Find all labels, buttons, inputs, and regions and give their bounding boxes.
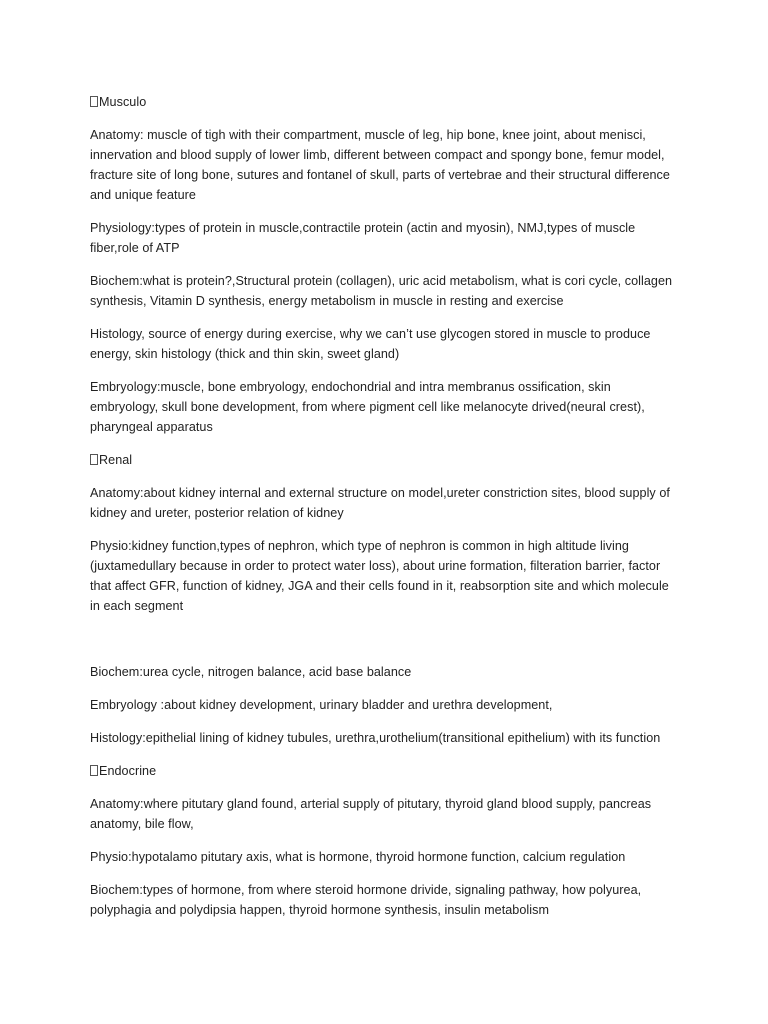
section-heading-renal: Renal (90, 450, 680, 470)
missing-glyph-icon (90, 96, 98, 107)
section-heading-musculo: Musculo (90, 92, 680, 112)
renal-embryology: Embryology :about kidney development, urinary bladder and urethra development, (90, 698, 553, 712)
renal-histology: Histology:epithelial lining of kidney tubules, urethra,urothelium(transitional epithelium) with its function (90, 731, 661, 745)
renal-biochem: Biochem:urea cycle, nitrogen balance, acid base balance (90, 665, 412, 679)
section-heading-endocrine: Endocrine (90, 761, 680, 781)
musculo-biochem: Biochem:what is protein?,Structural protein (collagen), uric acid metabolism, what is cori cycle, collagen synthesis, Vitamin D synthesis, energy metabolism in muscle in resting and exercise (90, 274, 673, 308)
endocrine-biochem: Biochem:types of hormone, from where steroid hormone drivide, signaling pathway, how polyurea, polyphagia and polydipsia happen, thyroid hormone synthesis, insulin metabolism (90, 883, 642, 917)
endocrine-anatomy: Anatomy:where pitutary gland found, arterial supply of pitutary, thyroid gland blood supply, pancreas anatomy, bile flow, (90, 797, 652, 831)
renal-anatomy: Anatomy:about kidney internal and external structure on model,ureter constriction sites, blood supply of kidney and ureter, posterior relation of kidney (90, 486, 670, 520)
musculo-physiology: Physiology:types of protein in muscle,contractile protein (actin and myosin), NMJ,types of muscle fiber,role of ATP (90, 221, 636, 255)
musculo-histology: Histology, source of energy during exercise, why we can’t use glycogen stored in muscle to produce energy, skin histology (thick and thin skin, sweet gland) (90, 327, 651, 361)
missing-glyph-icon (90, 765, 98, 776)
musculo-anatomy: Anatomy: muscle of tigh with their compartment, muscle of leg, hip bone, knee joint, about menisci, innervation and blood supply of lower limb, different between compact and spongy bone, femur model, fracture site of long bone, sutures and fontanel of skull, parts of vertebrae and their structural difference and unique feature (90, 128, 670, 202)
blank-line (90, 629, 680, 662)
musculo-embryology: Embryology:muscle, bone embryology, endochondrial and intra membranus ossification, skin embryology, skull bone development, from where pigment cell like melanocyte drived(neural crest), pharyngeal apparatus (90, 380, 645, 434)
missing-glyph-icon (90, 454, 98, 465)
renal-physio: Physio:kidney function,types of nephron, which type of nephron is common in high altitude living (juxtamedullary because in order to protect water loss), about urine formation, filteration barrier, factor that affect GFR, function of kidney, JGA and their cells found in it, reabsorption site and which molecule in each segment (90, 539, 669, 613)
endocrine-physio: Physio:hypotalamo pitutary axis, what is hormone, thyroid hormone function, calcium regulation (90, 850, 626, 864)
